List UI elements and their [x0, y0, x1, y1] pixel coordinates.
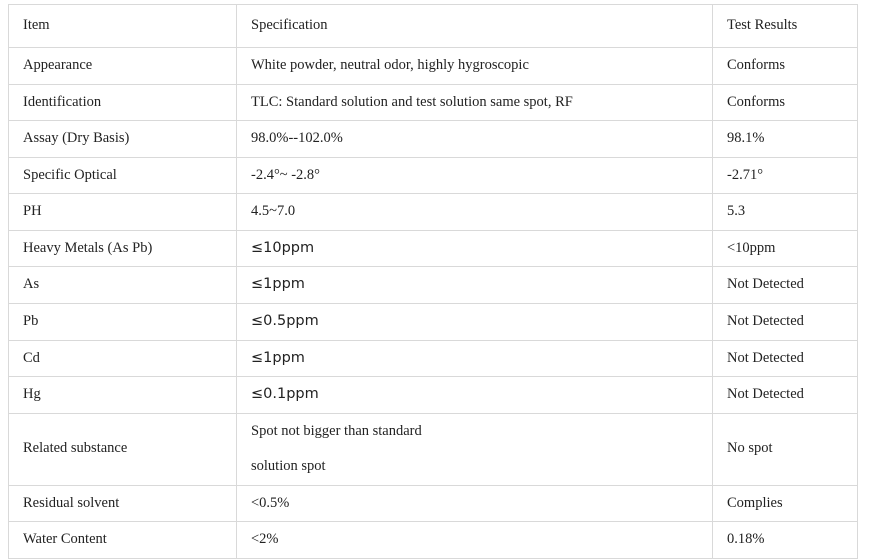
cell-item: Hg [9, 377, 237, 414]
cell-test-result: Complies [713, 485, 858, 522]
table-row [9, 230, 858, 267]
cell-item: Appearance [9, 48, 237, 85]
cell-item: Water Content [9, 522, 237, 559]
cell-specification: <2% [237, 522, 713, 559]
cell-specification: <0.5% [237, 485, 713, 522]
table-row [9, 413, 858, 485]
cell-specification-line-2: solution spot [251, 458, 326, 475]
table-row [9, 121, 858, 158]
cell-specification: ≤0.5ppm [237, 303, 713, 340]
cell-test-result: 0.18% [713, 522, 858, 559]
cell-test-result: Not Detected [713, 340, 858, 377]
cell-specification: ≤0.1ppm [237, 377, 713, 414]
cell-specification: ≤1ppm [237, 267, 713, 304]
cell-test-result: 5.3 [713, 194, 858, 231]
cell-test-result: Conforms [713, 48, 858, 85]
cell-specification [237, 413, 713, 485]
cell-specification: -2.4°~ -2.8° [237, 157, 713, 194]
cell-item: Pb [9, 303, 237, 340]
cell-specification-line-1: Spot not bigger than standard [251, 422, 422, 439]
cell-item: Cd [9, 340, 237, 377]
column-header-specification: Specification [237, 5, 713, 48]
table-row [9, 522, 858, 559]
cell-specification: ≤10ppm [237, 230, 713, 267]
column-header-test-results: Test Results [713, 5, 858, 48]
table-row [9, 267, 858, 304]
table-row [9, 485, 858, 522]
cell-item: Identification [9, 84, 237, 121]
column-header-item: Item [9, 5, 237, 48]
document-page [0, 4, 871, 548]
cell-test-result: -2.71° [713, 157, 858, 194]
cell-specification: 4.5~7.0 [237, 194, 713, 231]
cell-specification: TLC: Standard solution and test solution same spot, RF [237, 84, 713, 121]
cell-test-result: No spot [713, 413, 858, 485]
cell-item: Residual solvent [9, 485, 237, 522]
table-row [9, 340, 858, 377]
cell-test-result: Not Detected [713, 377, 858, 414]
table-row [9, 303, 858, 340]
table-row [9, 157, 858, 194]
cell-item: Related substance [9, 413, 237, 485]
cell-test-result: Not Detected [713, 303, 858, 340]
cell-specification: ≤1ppm [237, 340, 713, 377]
specification-table [8, 4, 858, 559]
table-row [9, 48, 858, 85]
cell-item: Specific Optical [9, 157, 237, 194]
table-row [9, 194, 858, 231]
table-header-row [9, 5, 858, 48]
cell-specification: 98.0%--102.0% [237, 121, 713, 158]
cell-item: Heavy Metals (As Pb) [9, 230, 237, 267]
cell-item: PH [9, 194, 237, 231]
cell-test-result: Conforms [713, 84, 858, 121]
cell-item: As [9, 267, 237, 304]
cell-specification: White powder, neutral odor, highly hygroscopic [237, 48, 713, 85]
table-row [9, 84, 858, 121]
cell-item: Assay (Dry Basis) [9, 121, 237, 158]
cell-test-result: <10ppm [713, 230, 858, 267]
table-row [9, 377, 858, 414]
cell-test-result: Not Detected [713, 267, 858, 304]
cell-test-result: 98.1% [713, 121, 858, 158]
